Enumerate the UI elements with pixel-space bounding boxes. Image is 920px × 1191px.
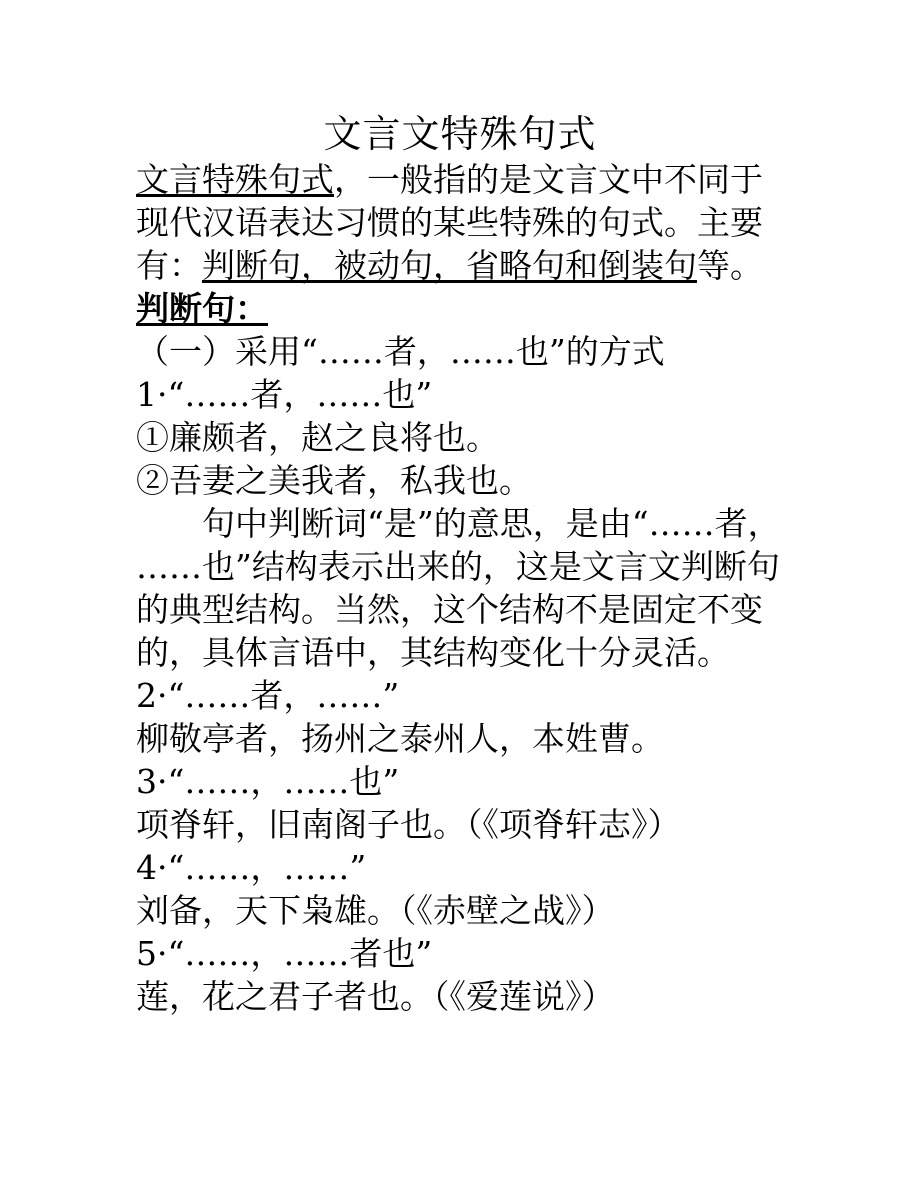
intro-line-3 — [136, 244, 796, 287]
intro-line-1-rest: ，一般指的是文言文中不同于 — [334, 160, 763, 199]
explanation-line-3: 的典型结构。当然，这个结构不是固定不变 — [136, 590, 763, 629]
pattern-3: 3·“……，……也” — [136, 762, 400, 801]
pattern-4: 4·“……，……” — [136, 848, 367, 887]
pattern-5: 5·“……，……者也” — [136, 934, 433, 973]
document-body — [136, 158, 796, 1018]
intro-term: 文言特殊句式 — [136, 160, 334, 199]
intro-line-2: 现代汉语表达习惯的某些特殊的句式。主要 — [136, 203, 763, 242]
page-title: 文言文特殊句式 — [323, 112, 597, 156]
example-pattern-5: 莲，花之君子者也。（《爱莲说》） — [136, 977, 615, 1016]
intro-line-3-tail: 等。 — [697, 246, 763, 285]
intro-sentence-types: 判断句，被动句，省略句和倒装句 — [202, 246, 697, 285]
example-pattern-2: 柳敬亭者，扬州之泰州人，本姓曹。 — [136, 719, 664, 758]
explanation-line-4: 的，具体言语中，其结构变化十分灵活。 — [136, 633, 730, 672]
example-1: ①廉颇者，赵之良将也。 — [136, 418, 499, 457]
subheading: （一）采用“……者，……也”的方式 — [136, 332, 665, 371]
section-heading: 判断句： — [136, 289, 268, 328]
pattern-1: 1·“……者，……也” — [136, 375, 433, 414]
intro-line-1 — [136, 158, 796, 201]
intro-line-3-lead: 有： — [136, 246, 202, 285]
example-2: ②吾妻之美我者，私我也。 — [136, 461, 532, 500]
example-pattern-4: 刘备，天下枭雄。（《赤壁之战》） — [136, 891, 615, 930]
pattern-2: 2·“……者，……” — [136, 676, 400, 715]
example-pattern-3: 项脊轩，旧南阁子也。（《项脊轩志》） — [136, 805, 681, 844]
explanation-line-2: ……也”结构表示出来的，这是文言文判断句 — [136, 547, 780, 586]
explanation-line-1: 句中判断词“是”的意思，是由“……者， — [202, 504, 781, 543]
